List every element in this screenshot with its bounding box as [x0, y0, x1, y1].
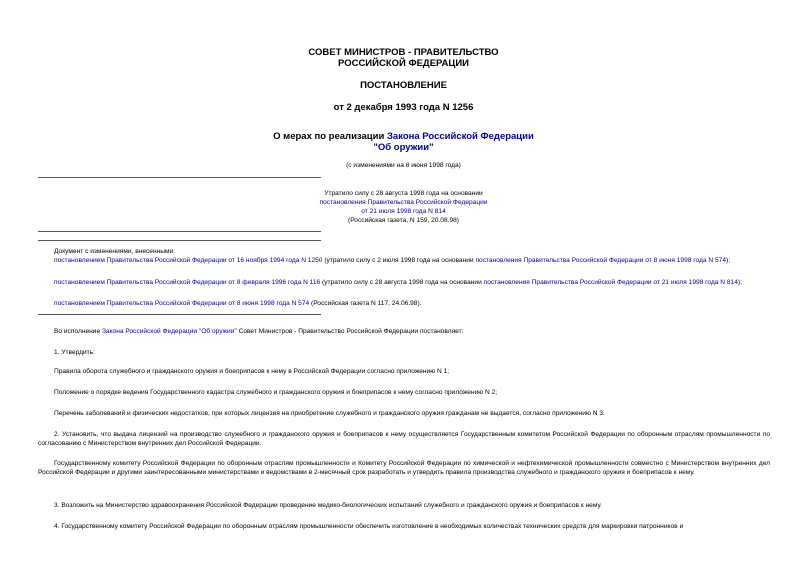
document-title-line2: [0, 142, 807, 154]
change-1-basis-link[interactable]: постановления Правительства Российской Федерации от 8 июня 1998 года N 574: [475, 257, 726, 264]
law-name-link[interactable]: "Об оружии": [373, 142, 434, 153]
change-2-end: );: [737, 279, 742, 286]
clause-1-item-1: Правила оборота служебного и гражданского оружия и боеприпасов к нему в Российской Федерации согласно приложению N 1;: [54, 368, 450, 375]
expired-note-line2: [0, 199, 807, 208]
title-prefix: О мерах по реализации: [273, 131, 387, 142]
divider: [38, 240, 321, 241]
clause-1-item-3: Перечень заболеваний и физических недостатков, при которых лицензия на приобретение служебного и гражданского оружия гражданам не выдается, согласно приложению N 3.: [54, 410, 605, 417]
change-3-text: (Российская газета N 117, 24.06.98).: [309, 300, 422, 307]
expired-decree-date-link[interactable]: от 21 июля 1998 года N 814: [361, 208, 446, 215]
document-type: ПОСТАНОВЛЕНИЕ: [360, 80, 447, 91]
preamble-post: Совет Министров - Правительство Российской Федерации постановляет:: [236, 328, 464, 335]
change-2-basis-link[interactable]: постановления Правительства Российской Федерации от 21 июля 1998 года N 814: [483, 279, 738, 286]
org-name-line2: РОССИЙСКОЙ ФЕДЕРАЦИИ: [337, 58, 469, 69]
change-2-decree-link[interactable]: постановлением Правительства Российской Федерации от 8 февраля 1996 года N 116: [54, 279, 321, 286]
change-1-end: );: [726, 257, 731, 264]
clause-4: 4. Государственному комитету Российской Федерации по оборонным отраслям промышленности обеспечить изготовление в необходимых количествах технических средств для маркировки патронников и: [54, 523, 684, 530]
change-1-decree-link[interactable]: постановлением Правительства Российской Федерации от 16 ноября 1994 года N 1250: [54, 257, 323, 264]
expired-note-line3: [0, 208, 807, 217]
clause-2: 2. Установить, что выдача лицензий на производство служебного и гражданского оружия и боеприпасов к нему осуществляется Государственным комитетом Российской Федерации по оборонным отраслям промышленности по согласованию с Министерством внутренних дел Российской Федерации.: [38, 431, 770, 447]
change-item-2: [38, 279, 770, 288]
org-name-line1: СОВЕТ МИНИСТРОВ - ПРАВИТЕЛЬСТВО: [308, 47, 499, 58]
change-1-text: (утратило силу с 2 июля 1998 года на основании: [322, 257, 476, 264]
amendment-note: (с изменениями на 8 июня 1998 года): [346, 162, 461, 169]
clause-1-item-2: Положение о порядке ведения Государственного кадастра служебного и гражданского оружия и боеприпасов к нему согласно приложению N 2;: [54, 389, 498, 396]
change-item-1: [38, 257, 770, 266]
preamble-law-link[interactable]: Закона Российской Федерации "Об оружии": [101, 328, 237, 335]
expired-note-line4: (Российская газета, N 159, 20.08.98): [348, 217, 459, 224]
preamble-paragraph: [54, 328, 770, 337]
clause-2-paragraph-2: Государственному комитету Российской Федерации по оборонным отраслям промышленности и Комитету Российской Федерации по химической и нефтехимической промышленности совместно с Министерством внутренних дел Российской Федерации и другими заинтересованными министерствами и ведомствами в 2-месячный срок разработать и утвердить правила производства служебного и гражданского оружия и боеприпасов к нему.: [38, 460, 770, 476]
divider: [38, 177, 321, 178]
expired-decree-link[interactable]: постановления Правительства Российской Федерации: [319, 199, 488, 206]
document-date-number: от 2 декабря 1993 года N 1256: [333, 102, 474, 113]
change-2-text: (утратило силу с 28 августа 1998 года на основании: [320, 279, 484, 286]
change-item-3: [54, 300, 770, 309]
divider: [38, 231, 321, 232]
law-link[interactable]: Закона Российской Федерации: [386, 131, 534, 142]
divider: [38, 314, 321, 315]
preamble-pre: Во исполнение: [54, 328, 102, 335]
change-3-decree-link[interactable]: постановлением Правительства Российской Федерации от 8 июня 1998 года N 574: [54, 300, 310, 307]
clause-3: 3. Возложить на Министерство здравоохранения Российской Федерации проведение медико-биологических испытаний служебного и гражданского оружия и боеприпасов к нему.: [54, 502, 602, 509]
expired-note-line1: Утратило силу с 28 августа 1998 года на основании: [324, 190, 483, 197]
changes-intro: Документ с изменениями, внесенными:: [54, 248, 176, 255]
clause-1: 1. Утвердить:: [54, 349, 95, 356]
